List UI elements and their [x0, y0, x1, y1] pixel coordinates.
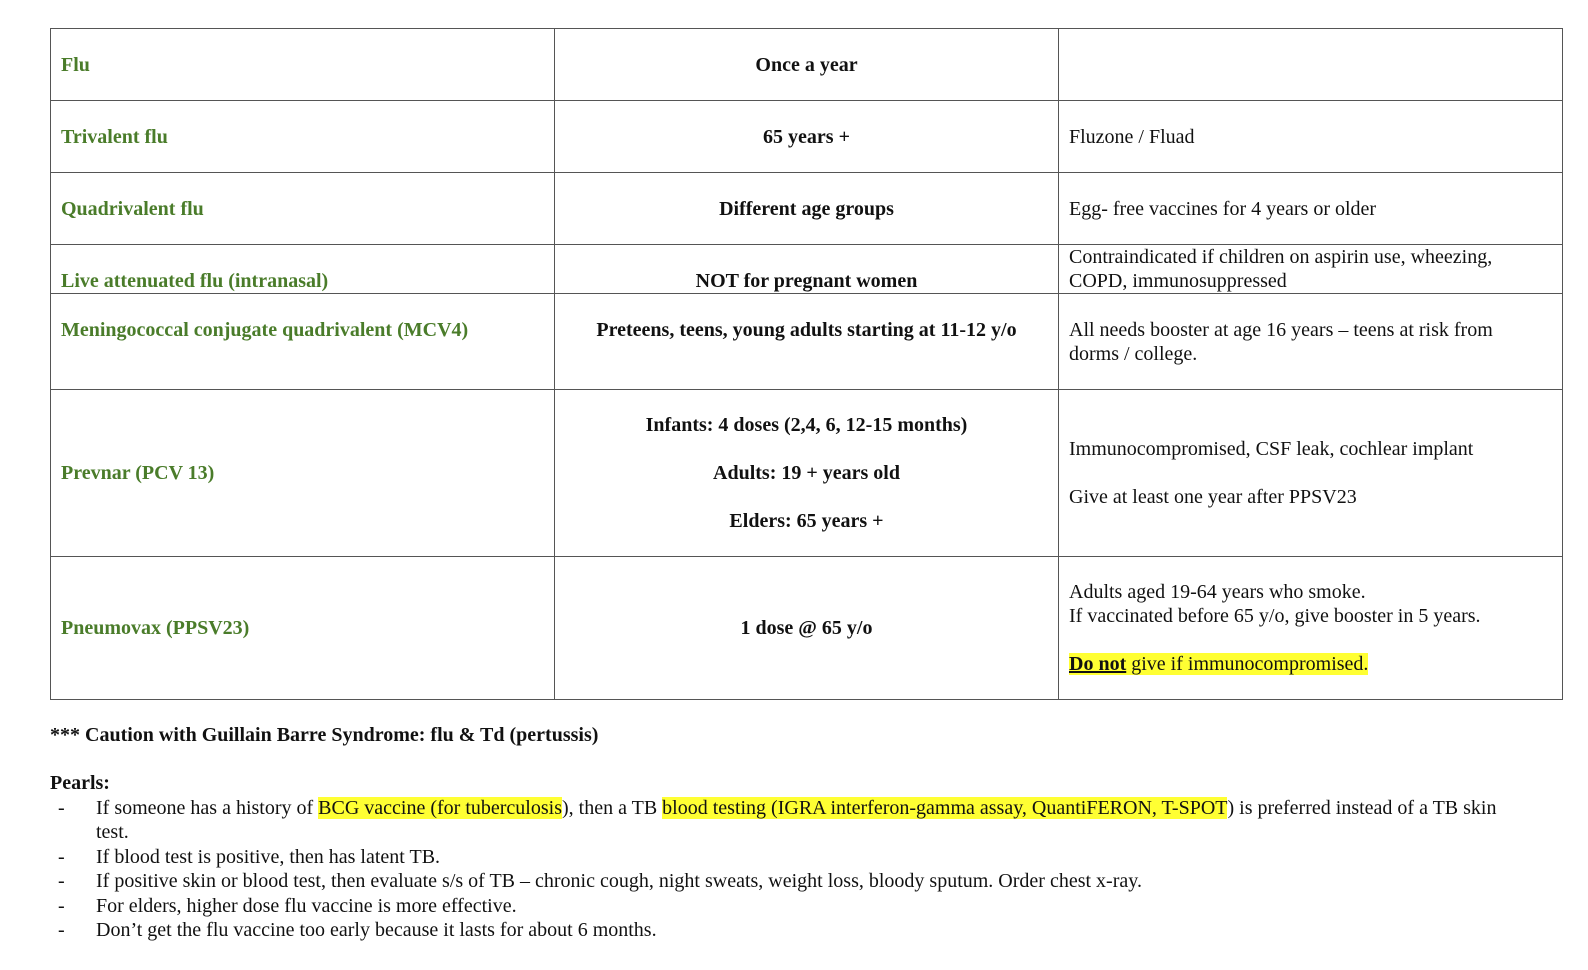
vaccine-name: Meningococcal conjugate quadrivalent (MCV4) — [51, 294, 555, 390]
notes-line: dorms / college. — [1069, 343, 1198, 365]
vaccine-name: Prevnar (PCV 13) — [51, 390, 555, 557]
notes-line-warning — [1069, 652, 1552, 676]
bullet-dash: - — [58, 870, 65, 893]
pearl-text: Don’t get the flu vaccine too early because it lasts for about 6 months. — [96, 919, 657, 942]
notes-line: If vaccinated before 65 y/o, give booster in 5 years. — [1069, 605, 1481, 627]
vaccine-notes — [1059, 390, 1563, 557]
pearl-text: For elders, higher dose flu vaccine is more effective. — [96, 894, 517, 917]
list-item — [50, 894, 1530, 918]
table-row — [51, 294, 1563, 390]
vaccine-schedule: NOT for pregnant women — [555, 245, 1059, 294]
table-row — [51, 245, 1563, 294]
vaccine-notes — [1059, 245, 1563, 294]
vaccine-notes — [1059, 29, 1563, 101]
vaccine-table — [50, 28, 1563, 700]
highlight-blood-testing: blood testing (IGRA interferon-gamma assay, QuantiFERON, T-SPOT — [662, 797, 1228, 819]
vaccine-name: Live attenuated flu (intranasal) — [51, 245, 555, 294]
notes-line: Adults aged 19-64 years who smoke. — [1069, 581, 1366, 603]
list-item — [50, 918, 1530, 942]
pearl-text: ) is preferred instead of a TB skin test. — [96, 797, 1497, 844]
list-item — [50, 796, 1530, 845]
caution-note: *** Caution with Guillain Barre Syndrome: flu & Td (pertussis) — [50, 724, 599, 746]
vaccine-schedule: Once a year — [555, 29, 1059, 101]
table-row — [51, 390, 1563, 557]
list-item — [50, 869, 1530, 893]
schedule-line: Adults: 19 + years old — [713, 462, 900, 484]
warning-text: give if immunocompromised. — [1126, 653, 1369, 675]
table-row — [51, 101, 1563, 173]
list-item — [50, 845, 1530, 869]
notes-line: COPD, immunosuppressed — [1069, 270, 1287, 292]
highlight-bcg: BCG vaccine (for tuberculosis — [318, 797, 562, 819]
schedule-line: Elders: 65 years + — [729, 510, 884, 532]
vaccine-schedule: 1 dose @ 65 y/o — [555, 557, 1059, 700]
bullet-dash: - — [58, 894, 65, 917]
pearl-text: If someone has a history of — [96, 797, 319, 819]
vaccine-schedule: 65 years + — [555, 101, 1059, 173]
vaccine-notes: Fluzone / Fluad — [1059, 101, 1563, 173]
vaccine-notes — [1059, 294, 1563, 390]
bullet-dash: - — [58, 919, 65, 942]
vaccine-schedule: Different age groups — [555, 173, 1059, 245]
pearls-heading: Pearls: — [50, 772, 110, 794]
vaccine-name: Pneumovax (PPSV23) — [51, 557, 555, 700]
pearl-text: ), then a TB — [562, 797, 663, 819]
pearl-text: If blood test is positive, then has latent TB. — [96, 845, 441, 868]
vaccine-notes — [1059, 557, 1563, 700]
table-row — [51, 29, 1563, 101]
notes-line: Contraindicated if children on aspirin use, wheezing, — [1069, 246, 1493, 268]
vaccine-schedule: Preteens, teens, young adults starting at 11-12 y/o — [555, 294, 1059, 390]
pearl-text: If positive skin or blood test, then evaluate s/s of TB – chronic cough, night sweats, weight loss, bloody sputum. Order chest x-ray. — [96, 870, 1142, 893]
table-row — [51, 557, 1563, 700]
notes-line: Immunocompromised, CSF leak, cochlear implant — [1069, 438, 1474, 460]
do-not-emphasis: Do not — [1069, 653, 1127, 675]
table-row — [51, 173, 1563, 245]
bullet-dash: - — [58, 797, 65, 819]
vaccine-notes: Egg- free vaccines for 4 years or older — [1059, 173, 1563, 245]
vaccine-name: Trivalent flu — [51, 101, 555, 173]
notes-line: Give at least one year after PPSV23 — [1069, 486, 1357, 508]
notes-line: All needs booster at age 16 years – teens at risk from — [1069, 319, 1493, 341]
vaccine-name: Flu — [51, 29, 555, 101]
bullet-dash: - — [58, 845, 65, 868]
schedule-line: Infants: 4 doses (2,4, 6, 12-15 months) — [645, 414, 968, 436]
vaccine-name: Quadrivalent flu — [51, 173, 555, 245]
pearls-list — [50, 796, 1530, 942]
vaccine-schedule — [555, 390, 1059, 557]
